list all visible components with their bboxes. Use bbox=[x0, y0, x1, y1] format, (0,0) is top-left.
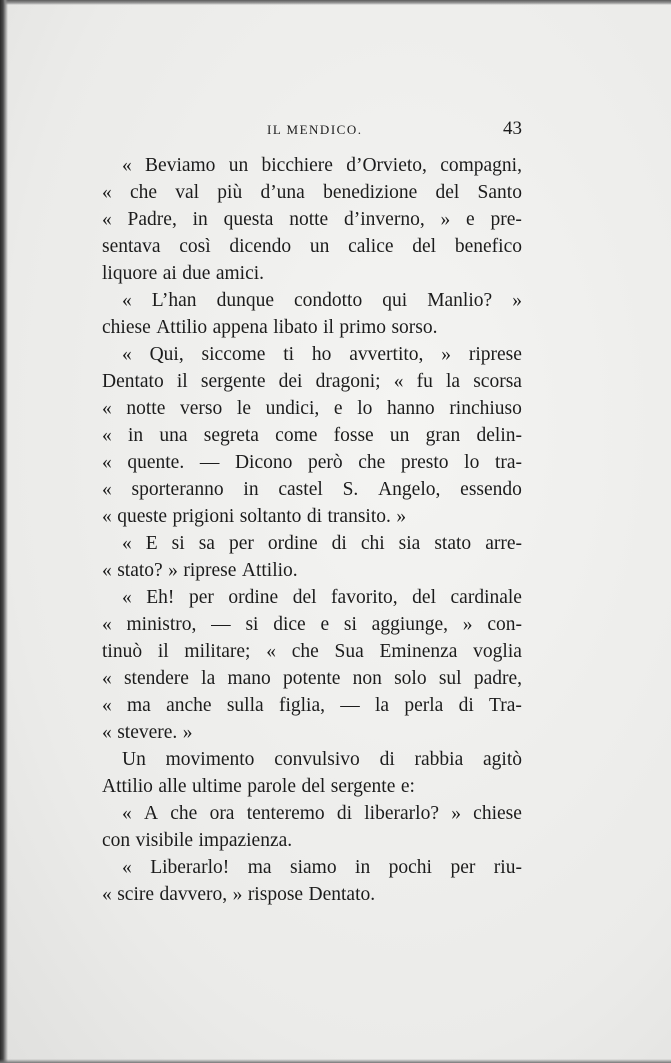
page-header bbox=[102, 118, 522, 148]
word: sporteranno bbox=[131, 479, 224, 500]
word: sul bbox=[438, 668, 462, 689]
word: Sua bbox=[334, 641, 364, 662]
word: d’inverno, bbox=[344, 209, 425, 230]
text-line bbox=[102, 422, 522, 449]
text-line bbox=[102, 638, 522, 665]
word: benefico bbox=[454, 236, 522, 257]
text-line bbox=[102, 206, 522, 233]
page-top-edge bbox=[0, 0, 671, 5]
word: mano bbox=[227, 668, 271, 689]
text-line bbox=[102, 449, 522, 476]
word: arre- bbox=[485, 533, 522, 554]
text-line bbox=[102, 854, 522, 881]
word: però bbox=[307, 452, 343, 473]
word: favorito, bbox=[331, 587, 398, 608]
word: riu- bbox=[493, 857, 522, 878]
word: compagni, bbox=[440, 155, 522, 176]
word: » bbox=[462, 614, 473, 635]
word: sentava bbox=[102, 236, 161, 257]
word: S. bbox=[342, 479, 359, 500]
word: « bbox=[102, 695, 112, 716]
word: chi bbox=[360, 533, 385, 554]
word: siccome bbox=[201, 344, 266, 365]
word: sia bbox=[398, 533, 421, 554]
word: « bbox=[102, 452, 112, 473]
word: per bbox=[450, 857, 476, 878]
word: d’Orvieto, bbox=[346, 155, 427, 176]
text-line bbox=[102, 665, 522, 692]
word: calice bbox=[348, 236, 394, 257]
text-line bbox=[102, 368, 522, 395]
word: amici. bbox=[215, 263, 265, 284]
word: ho bbox=[311, 344, 332, 365]
word: sorso. bbox=[391, 317, 438, 338]
word: Tra- bbox=[489, 695, 522, 716]
word: libato bbox=[273, 317, 318, 338]
word: ai bbox=[162, 263, 177, 284]
word: quente. bbox=[127, 452, 185, 473]
word: scire bbox=[117, 884, 155, 905]
word: d’una bbox=[260, 182, 305, 203]
word: ordine bbox=[267, 533, 318, 554]
text-line bbox=[102, 314, 522, 341]
word: appena bbox=[212, 317, 268, 338]
word: chiese bbox=[102, 317, 151, 338]
word: aggiunge, bbox=[371, 614, 449, 635]
text-line bbox=[102, 341, 522, 368]
word: Eh! bbox=[146, 587, 175, 608]
word: un bbox=[228, 155, 249, 176]
text-line bbox=[102, 287, 522, 314]
word: Manlio? bbox=[427, 290, 493, 311]
word: segreta bbox=[203, 425, 259, 446]
word: sergente bbox=[200, 371, 266, 392]
word: stendere bbox=[123, 668, 189, 689]
word: benedizione bbox=[323, 182, 418, 203]
word: dice bbox=[273, 614, 306, 635]
word: visibile bbox=[135, 830, 194, 851]
word: Qui, bbox=[149, 344, 184, 365]
running-title: IL MENDICO. bbox=[267, 122, 363, 137]
word: bicchiere bbox=[261, 155, 333, 176]
word: e bbox=[466, 209, 475, 230]
word: un bbox=[309, 236, 330, 257]
word: per bbox=[188, 587, 214, 608]
word: — bbox=[199, 452, 220, 473]
word: avvertito, bbox=[349, 344, 424, 365]
word: il bbox=[176, 371, 188, 392]
word: « bbox=[122, 290, 132, 311]
word: ora bbox=[209, 803, 235, 824]
word: pochi bbox=[388, 857, 432, 878]
word: un bbox=[389, 425, 410, 446]
word: prigioni bbox=[172, 506, 235, 527]
word: tinuò bbox=[102, 641, 143, 662]
word: e bbox=[320, 614, 330, 635]
word: « bbox=[102, 479, 112, 500]
word: gran bbox=[425, 425, 461, 446]
word: impazienza. bbox=[198, 830, 293, 851]
body-text bbox=[102, 152, 522, 908]
word: alle bbox=[158, 776, 187, 797]
word: lo bbox=[464, 452, 480, 473]
word: del bbox=[301, 776, 326, 797]
word: si bbox=[245, 614, 259, 635]
word: questa bbox=[223, 209, 274, 230]
word: si bbox=[171, 533, 185, 554]
word: transito. bbox=[327, 506, 391, 527]
word: » bbox=[440, 209, 451, 230]
word: Dentato. bbox=[308, 884, 376, 905]
word: di bbox=[336, 803, 353, 824]
word: rinchiuso bbox=[449, 398, 522, 419]
word: « bbox=[102, 560, 112, 581]
word: chiese bbox=[473, 803, 522, 824]
word: con bbox=[102, 830, 131, 851]
word: così bbox=[179, 236, 211, 257]
word: di bbox=[331, 533, 347, 554]
word: essendo bbox=[460, 479, 522, 500]
word: rispose bbox=[247, 884, 304, 905]
word: » bbox=[168, 560, 178, 581]
word: « bbox=[102, 668, 112, 689]
word: con- bbox=[487, 614, 522, 635]
word: Eminenza bbox=[379, 641, 458, 662]
word: Attilio. bbox=[241, 560, 298, 581]
word: queste bbox=[117, 506, 168, 527]
word: militare; bbox=[184, 641, 251, 662]
word: « bbox=[102, 209, 112, 230]
word: tra- bbox=[494, 452, 522, 473]
word: che bbox=[129, 182, 158, 203]
word: di bbox=[458, 695, 474, 716]
word: non bbox=[352, 668, 382, 689]
word: due bbox=[182, 263, 211, 284]
word: « bbox=[266, 641, 276, 662]
word: che bbox=[170, 803, 198, 824]
word: stevere. bbox=[117, 722, 178, 743]
word: Dicono bbox=[234, 452, 293, 473]
word: più bbox=[217, 182, 243, 203]
word: sa bbox=[198, 533, 215, 554]
page-bottom-edge bbox=[0, 1059, 671, 1063]
word: ministro, bbox=[126, 614, 197, 635]
word: presto bbox=[400, 452, 449, 473]
word: stato bbox=[434, 533, 472, 554]
word: una bbox=[159, 425, 188, 446]
word: Santo bbox=[477, 182, 522, 203]
word: « bbox=[102, 182, 112, 203]
word: di bbox=[306, 506, 323, 527]
word: la bbox=[375, 695, 390, 716]
text-line bbox=[102, 152, 522, 179]
word: « bbox=[122, 155, 132, 176]
word: « bbox=[102, 425, 112, 446]
word: Padre, bbox=[127, 209, 177, 230]
word: soltanto bbox=[239, 506, 302, 527]
word: movimento bbox=[165, 749, 255, 770]
word: val bbox=[175, 182, 200, 203]
word: « bbox=[102, 398, 112, 419]
word: come bbox=[275, 425, 318, 446]
word: di bbox=[379, 749, 395, 770]
word: potente bbox=[283, 668, 341, 689]
word: « bbox=[102, 884, 112, 905]
word: perla bbox=[404, 695, 444, 716]
text-line bbox=[102, 260, 522, 287]
word: anche bbox=[166, 695, 212, 716]
word: liquore bbox=[102, 263, 158, 284]
word: sergente bbox=[330, 776, 396, 797]
word: davvero, bbox=[159, 884, 228, 905]
word: undici, bbox=[265, 398, 320, 419]
word: figlia, bbox=[278, 695, 325, 716]
word: condotto bbox=[293, 290, 363, 311]
word: « bbox=[122, 857, 132, 878]
word: del bbox=[412, 587, 436, 608]
word: e: bbox=[400, 776, 415, 797]
text-line bbox=[102, 692, 522, 719]
text-line bbox=[102, 395, 522, 422]
word: Attilio bbox=[102, 776, 153, 797]
word: « bbox=[122, 533, 132, 554]
text-line bbox=[102, 881, 522, 908]
word: A bbox=[143, 803, 159, 824]
word: E bbox=[145, 533, 158, 554]
word: tenteremo bbox=[246, 803, 325, 824]
word: notte bbox=[289, 209, 329, 230]
word: le bbox=[236, 398, 251, 419]
page-binding-edge bbox=[0, 0, 8, 1063]
word: la bbox=[201, 668, 216, 689]
word: si bbox=[343, 614, 357, 635]
word: la bbox=[446, 371, 461, 392]
text-line bbox=[102, 179, 522, 206]
word: » bbox=[441, 344, 452, 365]
page-number: 43 bbox=[503, 118, 522, 139]
word: riprese bbox=[468, 344, 522, 365]
word: Attilio bbox=[156, 317, 208, 338]
word: lo bbox=[357, 398, 373, 419]
word: riprese bbox=[183, 560, 237, 581]
word: verso bbox=[180, 398, 223, 419]
word: qui bbox=[382, 290, 408, 311]
text-line bbox=[102, 530, 522, 557]
text-line bbox=[102, 773, 522, 800]
word: stato? bbox=[117, 560, 163, 581]
word: Dentato bbox=[102, 371, 164, 392]
text-line bbox=[102, 233, 522, 260]
word: in bbox=[243, 479, 259, 500]
text-line bbox=[102, 719, 522, 746]
word: dunque bbox=[216, 290, 274, 311]
text-line bbox=[102, 800, 522, 827]
word: hanno bbox=[387, 398, 435, 419]
word: » bbox=[182, 722, 193, 743]
word: cardinale bbox=[450, 587, 522, 608]
word: in bbox=[127, 425, 144, 446]
word: castel bbox=[278, 479, 323, 500]
text-line bbox=[102, 746, 522, 773]
word: scorsa bbox=[473, 371, 522, 392]
word: — bbox=[211, 614, 231, 635]
word: » bbox=[396, 506, 407, 527]
word: fosse bbox=[333, 425, 374, 446]
text-line bbox=[102, 557, 522, 584]
word: — bbox=[340, 695, 360, 716]
text-line bbox=[102, 503, 522, 530]
word: il bbox=[157, 641, 169, 662]
word: Beviamo bbox=[145, 155, 216, 176]
word: fu bbox=[416, 371, 433, 392]
word: e bbox=[333, 398, 343, 419]
word: « bbox=[122, 344, 132, 365]
word: pre- bbox=[490, 209, 522, 230]
word: primo bbox=[339, 317, 386, 338]
word: dicendo bbox=[229, 236, 292, 257]
word: « bbox=[122, 803, 132, 824]
word: « bbox=[393, 371, 404, 392]
word: sulla bbox=[226, 695, 264, 716]
word: voglia bbox=[473, 641, 522, 662]
word: Liberarlo! bbox=[150, 857, 230, 878]
word: Un bbox=[122, 749, 146, 770]
word: » bbox=[512, 290, 522, 311]
word: ma bbox=[127, 695, 151, 716]
word: L’han bbox=[151, 290, 197, 311]
word: delin- bbox=[476, 425, 522, 446]
word: Angelo, bbox=[378, 479, 441, 500]
word: notte bbox=[126, 398, 166, 419]
word: ti bbox=[283, 344, 295, 365]
word: in bbox=[192, 209, 208, 230]
text-line bbox=[102, 827, 522, 854]
word: « bbox=[102, 506, 112, 527]
word: « bbox=[102, 722, 112, 743]
word: « bbox=[122, 587, 132, 608]
word: in bbox=[355, 857, 371, 878]
word: liberarlo? bbox=[364, 803, 439, 824]
word: agitò bbox=[483, 749, 522, 770]
word: padre, bbox=[473, 668, 522, 689]
word: che bbox=[291, 641, 319, 662]
word: che bbox=[358, 452, 386, 473]
text-line bbox=[102, 584, 522, 611]
word: rabbia bbox=[414, 749, 464, 770]
word: » bbox=[232, 884, 243, 905]
word: siamo bbox=[289, 857, 337, 878]
word: » bbox=[451, 803, 461, 824]
word: ma bbox=[247, 857, 272, 878]
word: del bbox=[435, 182, 460, 203]
text-line bbox=[102, 611, 522, 638]
word: ordine bbox=[228, 587, 279, 608]
word: solo bbox=[394, 668, 427, 689]
word: ultime bbox=[191, 776, 242, 797]
word: del bbox=[292, 587, 317, 608]
word: dei bbox=[278, 371, 303, 392]
word: parole bbox=[247, 776, 296, 797]
word: « bbox=[102, 614, 112, 635]
text-line bbox=[102, 476, 522, 503]
word: del bbox=[412, 236, 437, 257]
word: dragoni; bbox=[315, 371, 381, 392]
word: il bbox=[323, 317, 334, 338]
word: convulsivo bbox=[274, 749, 360, 770]
word: per bbox=[228, 533, 254, 554]
